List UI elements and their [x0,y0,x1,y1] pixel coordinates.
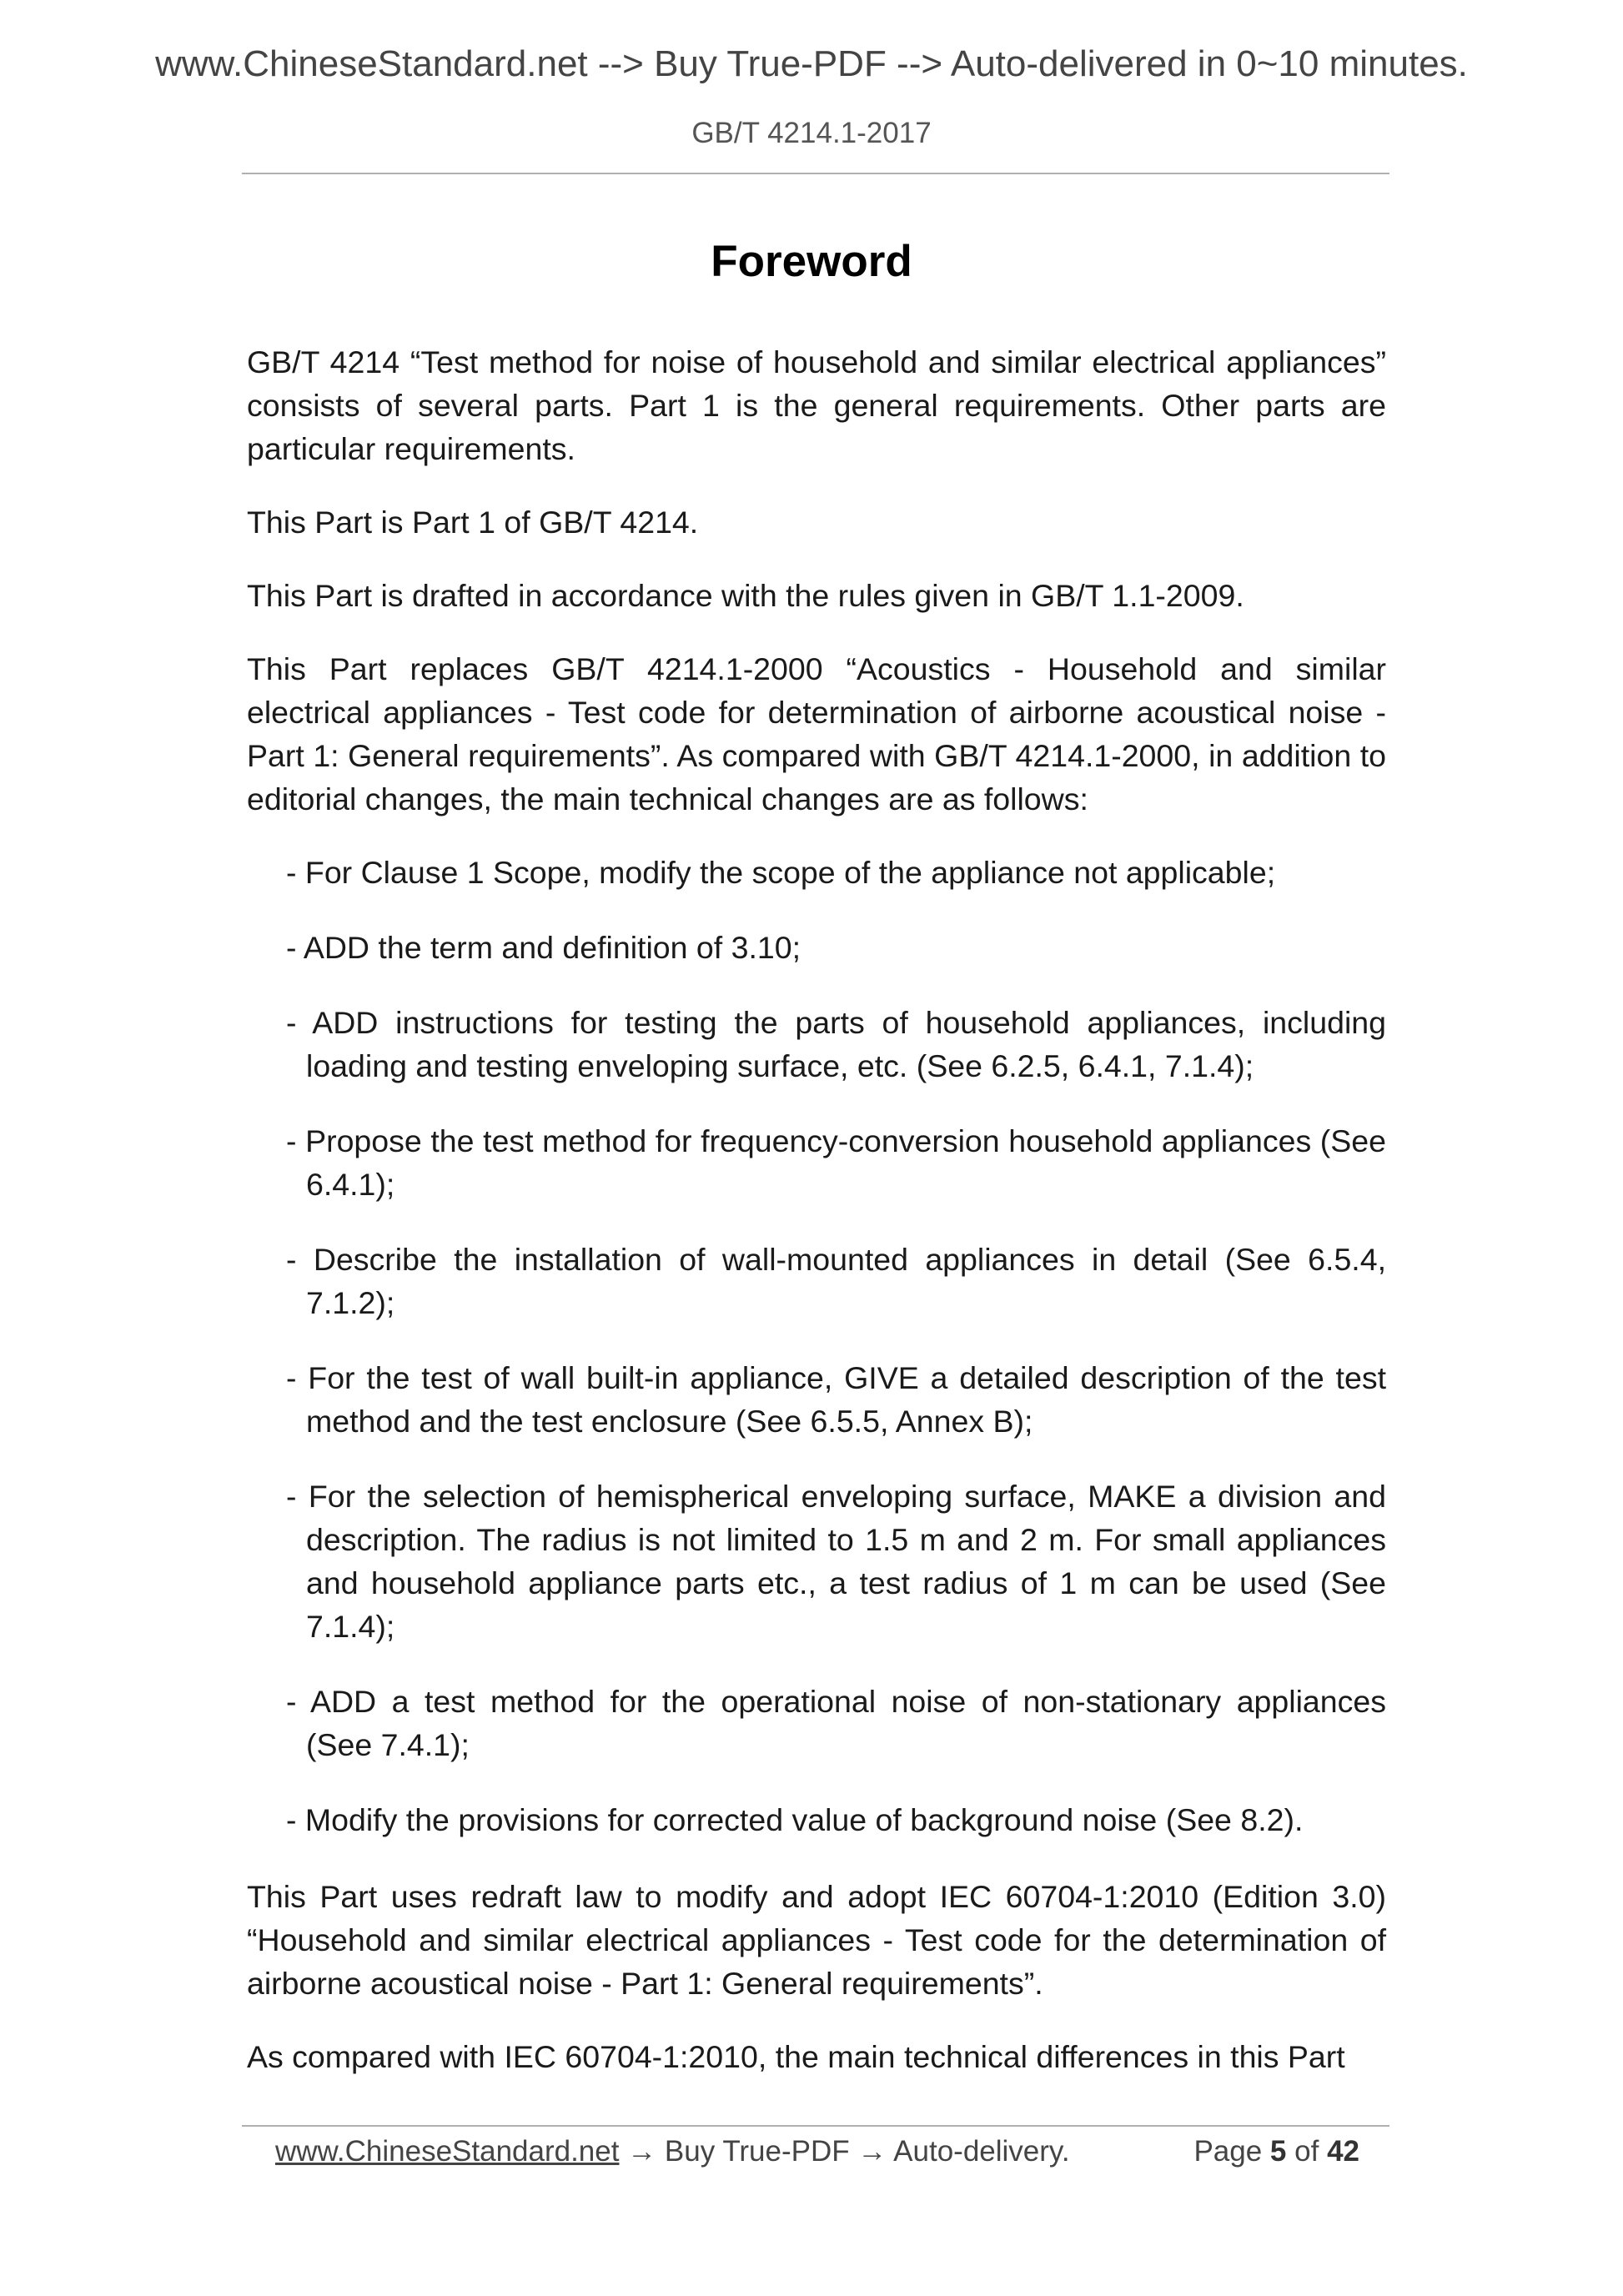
list-item: - Describe the installation of wall-mounted appliances in detail (See 6.5.4, 7.1.2); [286,1242,1386,1320]
document-code: GB/T 4214.1-2017 [691,117,932,149]
top-banner: www.ChineseStandard.net --> Buy True-PDF --> Auto-delivered in 0~10 minutes. [155,43,1468,84]
paragraph: This Part uses redraft law to modify and adopt IEC 60704-1:2010 (Edition 3.0) “Household and similar electrical appliances - Test code for the determination of airborne acoustical noise - Part 1: General requirements”. [247,1879,1386,2001]
document-body [247,340,1386,2108]
header-divider [242,173,1389,174]
page-indicator [1193,2135,1359,2168]
total-pages: 42 [1327,2135,1359,2168]
list-item: - ADD the term and definition of 3.10; [286,930,801,965]
technical-changes-list [247,851,1386,1841]
page-word: Page [1193,2135,1263,2168]
footer-text: → Buy True-PDF → Auto-delivery. [619,2135,1070,2168]
list-item: - ADD instructions for testing the parts of household appliances, including loading and testing enveloping surface, etc. (See 6.2.5, 6.4.1, 7.1.4); [286,1005,1386,1083]
footer-website-link[interactable]: www.ChineseStandard.net [275,2135,620,2168]
list-item: - For Clause 1 Scope, modify the scope of the appliance not applicable; [286,855,1276,890]
paragraph: This Part is Part 1 of GB/T 4214. [247,505,699,540]
footer-divider [242,2125,1389,2127]
paragraph: GB/T 4214 “Test method for noise of household and similar electrical appliances” consists of several parts. Part 1 is the general requirements. Other parts are particular requirements. [247,344,1386,466]
list-item: - For the selection of hemispherical enveloping surface, MAKE a division and description. The radius is not limited to 1.5 m and 2 m. For small appliances and household appliance parts etc., a test radius of 1 m can be used (See 7.1.4); [286,1479,1386,1644]
list-item: - For the test of wall built-in appliance, GIVE a detailed description of the test method and the test enclosure (See 6.5.5, Annex B); [286,1360,1386,1439]
page-footer [275,2135,1359,2168]
list-item: - Propose the test method for frequency-conversion household appliances (See 6.4.1); [286,1123,1386,1202]
paragraph: As compared with IEC 60704-1:2010, the main technical differences in this Part [247,2039,1345,2074]
page-title: Foreword [711,237,912,286]
paragraph: This Part is drafted in accordance with the rules given in GB/T 1.1-2009. [247,578,1244,613]
page-number: 5 [1269,2135,1287,2168]
list-item: - Modify the provisions for corrected value of background noise (See 8.2). [286,1802,1304,1837]
of-word: of [1294,2135,1319,2168]
list-item: - ADD a test method for the operational noise of non-stationary appliances (See 7.4.1); [286,1684,1386,1762]
paragraph: This Part replaces GB/T 4214.1-2000 “Acoustics - Household and similar electrical appliances - Test code for determination of airborne acoustical noise - Part 1: General requirements”. As compared with GB/T 4214.1-2000, in addition to editorial changes, the main technical changes are as follows: [247,651,1386,816]
